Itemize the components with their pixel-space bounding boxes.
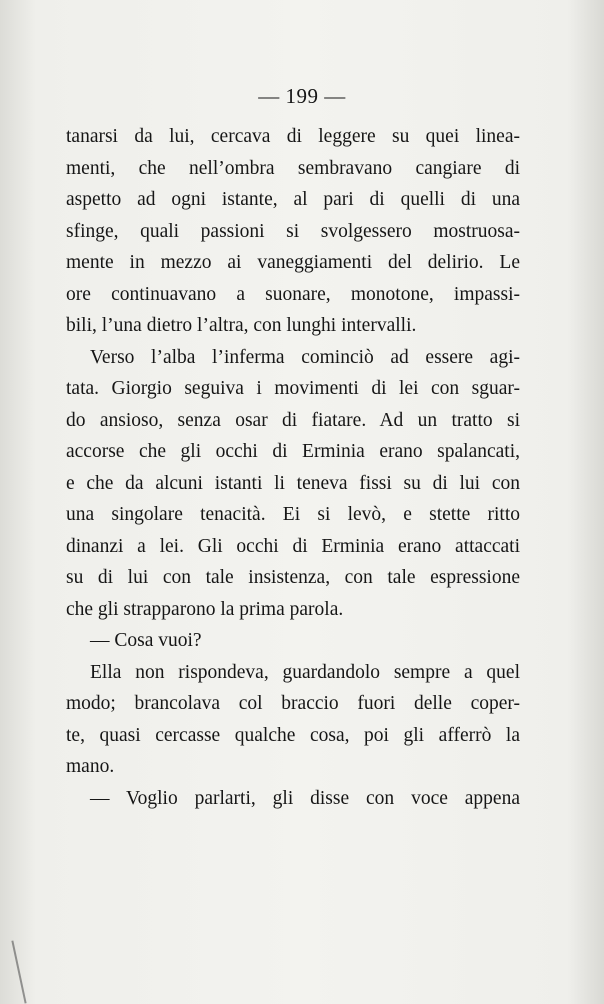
page-number: — 199 — xyxy=(258,84,346,108)
text-line: che gli strapparono la prima parola. xyxy=(66,598,344,620)
text-line: — Voglio parlarti, gli disse con voce appena xyxy=(90,787,520,809)
text-line: ore continuavano a suonare, monotone, impassi- xyxy=(66,283,520,305)
text-line: — Cosa vuoi? xyxy=(90,630,202,651)
text-line: te, quasi cercasse qualche cosa, poi gli afferrò la xyxy=(66,724,520,746)
text-line: aspetto ad ogni istante, al pari di quelli di una xyxy=(66,189,520,210)
text-line: do ansioso, senza osar di fiatare. Ad un tratto si xyxy=(66,409,520,431)
page-edge-mark xyxy=(11,940,26,1003)
text-line: su di lui con tale insistenza, con tale espressione xyxy=(66,567,520,588)
body-text xyxy=(66,121,520,814)
text-line: Verso l’alba l’inferma cominciò ad essere agi- xyxy=(90,346,520,368)
text-line: modo; brancolava col braccio fuori delle coper- xyxy=(66,693,520,714)
text-line: tata. Giorgio seguiva i movimenti di lei con sguar- xyxy=(66,378,520,399)
text-line: mente in mezzo ai vaneggiamenti del delirio. Le xyxy=(66,252,520,273)
text-line: mano. xyxy=(66,756,115,777)
text-line: dinanzi a lei. Gli occhi di Erminia erano attaccati xyxy=(66,535,520,557)
text-line: sfinge, quali passioni si svolgessero mostruosa- xyxy=(66,220,520,242)
text-line: menti, che nell’ombra sembravano cangiare di xyxy=(66,157,520,179)
text-line: accorse che gli occhi di Erminia erano spalancati, xyxy=(66,441,520,462)
text-line: tanarsi da lui, cercava di leggere su quei linea- xyxy=(66,126,520,147)
text-line: una singolare tenacità. Ei si levò, e stette ritto xyxy=(66,504,520,525)
text-line: bili, l’una dietro l’altra, con lunghi intervalli. xyxy=(66,315,417,336)
text-line: e che da alcuni istanti li teneva fissi su di lui con xyxy=(66,472,520,494)
text-line: Ella non rispondeva, guardandolo sempre a quel xyxy=(90,661,520,683)
